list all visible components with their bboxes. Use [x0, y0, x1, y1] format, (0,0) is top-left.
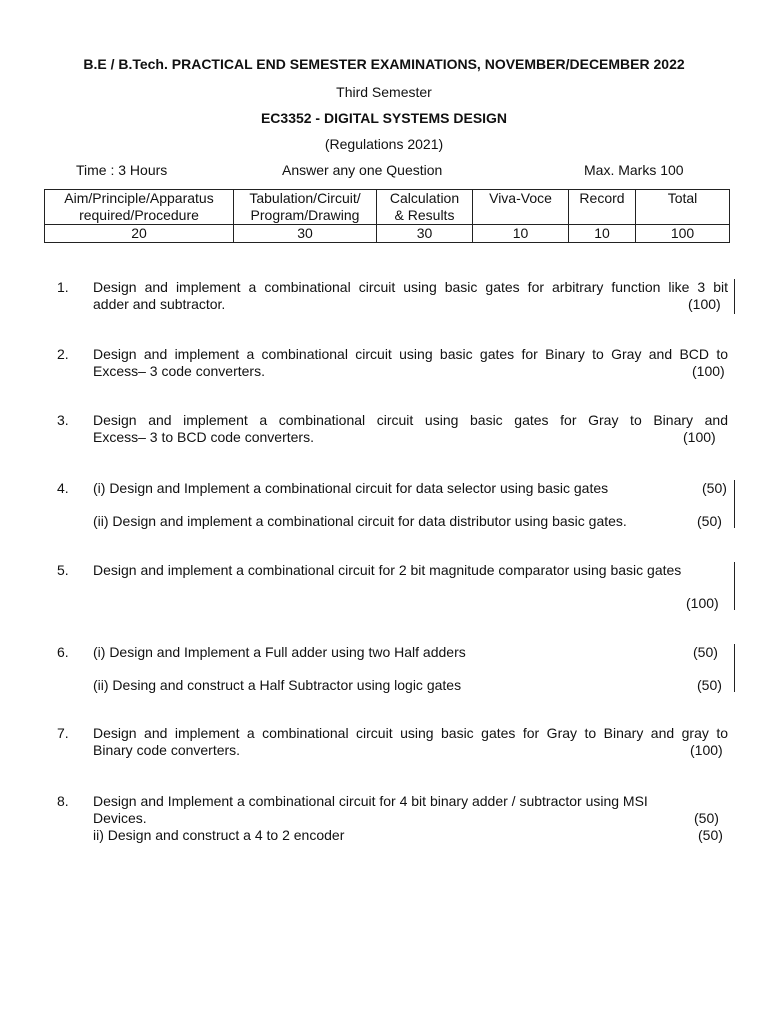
time-label: Time : 3 Hours [76, 162, 168, 178]
margin-rule [734, 562, 735, 610]
question-number: 4. [57, 480, 69, 496]
question-marks: (100) [690, 742, 723, 758]
question-text-line: Design and implement a combinational circuit for 2 bit magnitude comparator using basic gates [93, 562, 682, 578]
question-marks: (50) [694, 810, 719, 826]
question-number: 8. [57, 793, 69, 809]
table-cell: 20 [45, 225, 234, 243]
table-cell: 100 [636, 225, 730, 243]
question-number: 2. [57, 346, 69, 362]
question-text-line: Excess– 3 to BCD code converters. [93, 429, 314, 445]
table-header-row [45, 190, 730, 225]
margin-rule [734, 644, 735, 692]
question-text-line: Binary code converters. [93, 742, 241, 758]
table-row [45, 225, 730, 243]
question-text-line: Design and implement a combinational circuit using basic gates for Binary to Gray and BCD to [93, 346, 728, 362]
question-part-marks: (50) [693, 644, 718, 660]
table-header-cell: Aim/Principle/Apparatus required/Procedure [45, 190, 234, 225]
max-marks-label: Max. Marks 100 [584, 162, 684, 178]
question-text-line: Design and implement a combinational circuit using basic gates for arbitrary function like 3 bit [93, 279, 728, 295]
exam-title: B.E / B.Tech. PRACTICAL END SEMESTER EXAMINATIONS, NOVEMBER/DECEMBER 2022 [83, 56, 685, 72]
question-marks: (50) [698, 827, 723, 843]
question-part-marks: (50) [697, 677, 722, 693]
question-marks: (100) [686, 595, 719, 611]
table-header-cell: Viva-Voce [473, 190, 569, 225]
regulations-label: (Regulations 2021) [324, 136, 444, 152]
question-part-text: (ii) Design and implement a combinational circuit for data distributor using basic gates. [93, 513, 627, 529]
marks-distribution-table [44, 189, 730, 243]
question-part-text: (i) Design and Implement a Full adder using two Half adders [93, 644, 466, 660]
question-text-line: Devices. [93, 810, 147, 826]
table-header-cell: Tabulation/Circuit/ Program/Drawing [234, 190, 377, 225]
question-text-line: Design and implement a combinational circuit using basic gates for Gray to Binary and gray to [93, 725, 728, 741]
margin-rule [734, 480, 735, 528]
question-marks: (100) [688, 296, 721, 312]
margin-rule [734, 279, 735, 314]
table-header-cell: Record [569, 190, 636, 225]
question-part-text: (ii) Desing and construct a Half Subtractor using logic gates [93, 677, 462, 693]
semester-label: Third Semester [336, 84, 432, 100]
question-marks: (100) [692, 363, 725, 379]
question-text-line: ii) Design and construct a 4 to 2 encoder [93, 827, 345, 843]
question-number: 6. [57, 644, 69, 660]
table-cell: 10 [569, 225, 636, 243]
table-cell: 30 [234, 225, 377, 243]
question-number: 5. [57, 562, 69, 578]
table-header-cell: Total [636, 190, 730, 225]
question-text-line: Excess– 3 code converters. [93, 363, 265, 379]
table-cell: 30 [377, 225, 473, 243]
question-number: 3. [57, 412, 69, 428]
course-title: EC3352 - DIGITAL SYSTEMS DESIGN [260, 110, 508, 126]
table-header-cell: Calculation & Results [377, 190, 473, 225]
table-cell: 10 [473, 225, 569, 243]
question-text-line: adder and subtractor. [93, 296, 226, 312]
question-number: 1. [57, 279, 69, 295]
question-part-text: (i) Design and Implement a combinational circuit for data selector using basic gates [93, 480, 609, 496]
question-part-marks: (50) [697, 513, 722, 529]
instruction-label: Answer any one Question [282, 162, 443, 178]
question-text-line: Design and implement a combinational circuit using basic gates for Gray to Binary and [93, 412, 728, 428]
question-number: 7. [57, 725, 69, 741]
question-text-line: Design and Implement a combinational circuit for 4 bit binary adder / subtractor using MSI [93, 793, 648, 809]
question-marks: (100) [683, 429, 716, 445]
question-part-marks: (50) [702, 480, 727, 496]
